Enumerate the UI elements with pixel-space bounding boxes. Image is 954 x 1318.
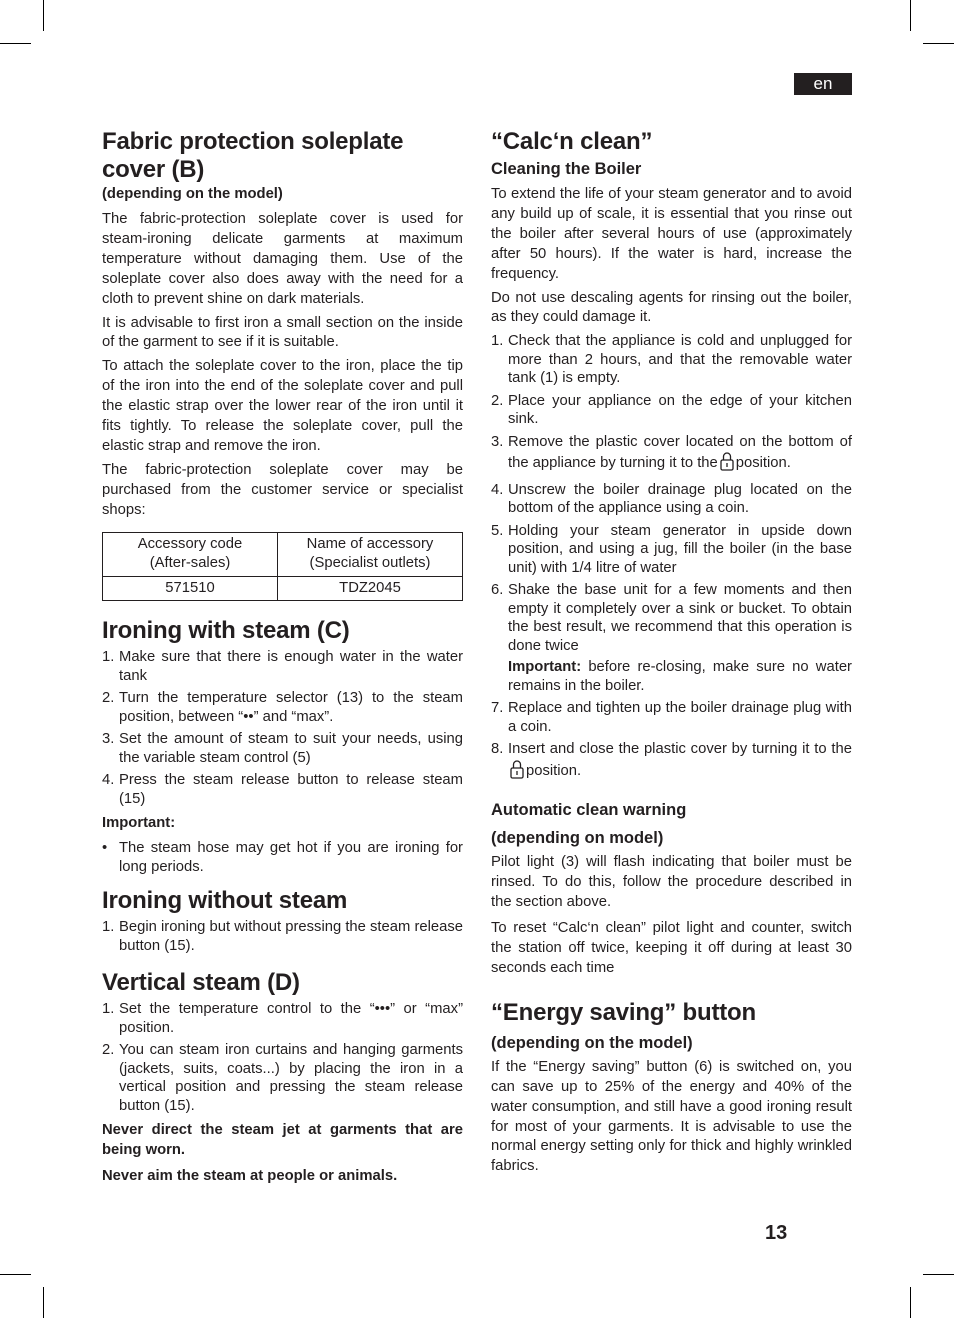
list-item bbox=[102, 730, 463, 767]
list-item bbox=[102, 771, 463, 808]
header-text: Name of accessory bbox=[306, 535, 434, 552]
paragraph: To extend the life of your steam generator and to avoid any build up of scale, it is essential that you rinse out the boiler after several hours of use (approximately after 50 hours). If the water is hard, increase the frequency. bbox=[491, 186, 852, 282]
list-number: 2. bbox=[491, 392, 504, 409]
list-item bbox=[491, 740, 852, 784]
list-item bbox=[102, 839, 463, 876]
list-number: 3. bbox=[102, 731, 115, 748]
list-number: 8. bbox=[491, 741, 504, 758]
paragraph: The fabric-protection soleplate cover may be purchased from the customer service or specialist shops: bbox=[102, 461, 463, 518]
right-column bbox=[491, 128, 852, 1177]
list-number: 1. bbox=[102, 649, 115, 666]
list-number: 1. bbox=[102, 919, 115, 936]
list-number: 5. bbox=[491, 522, 504, 539]
list-text: Replace and tighten up the boiler drainage plug with a coin. bbox=[508, 700, 852, 735]
language-tab: en bbox=[794, 73, 852, 95]
list-item bbox=[491, 522, 852, 578]
section-title-steam: Ironing with steam (C) bbox=[102, 617, 350, 645]
left-column bbox=[102, 128, 463, 1187]
lock-icon bbox=[510, 759, 524, 785]
list-item bbox=[491, 392, 852, 429]
warning-text: Never direct the steam jet at garments that are being worn. bbox=[102, 1122, 463, 1158]
list-text: The steam hose may get hot if you are ironing for long periods. bbox=[119, 840, 463, 875]
steam-steps bbox=[102, 648, 463, 808]
list-text: Press the steam release button to release steam (15) bbox=[119, 772, 463, 807]
list-text: Set the amount of steam to suit your needs, using the variable steam control (5) bbox=[119, 731, 463, 766]
section-title-calc: “Calc‘n clean” bbox=[491, 128, 653, 155]
crop-mark bbox=[910, 0, 911, 31]
list-item bbox=[102, 689, 463, 726]
lock-icon bbox=[720, 451, 734, 477]
paragraph: The fabric-protection soleplate cover is used for steam-ironing delicate garments at maximum temperature without damaging them. Use of the soleplate cover also does away with the need for a cloth to prevent shine on dark materials. bbox=[102, 211, 463, 307]
list-number: 1. bbox=[102, 1001, 115, 1018]
list-item bbox=[491, 481, 852, 518]
bullet-list bbox=[102, 839, 463, 876]
list-item bbox=[102, 1000, 463, 1037]
list-number: 7. bbox=[491, 700, 504, 717]
accessory-table bbox=[102, 532, 463, 602]
list-item bbox=[102, 918, 463, 955]
crop-mark bbox=[0, 43, 31, 44]
table-cell-code: 571510 bbox=[103, 576, 278, 601]
list-text: You can steam iron curtains and hanging garments (jackets, suits, coats...) by placing the iron in a vertical position and pressing the steam release button (15). bbox=[119, 1042, 463, 1114]
list-text: Turn the temperature selector (13) to the steam position, between “••” and “max”. bbox=[119, 690, 463, 725]
page-number: 13 bbox=[765, 1222, 788, 1244]
paragraph: Pilot light (3) will flash indicating that boiler must be rinsed. To do this, follow the procedure described in the section above. bbox=[491, 854, 852, 911]
paragraph: To reset “Calc‘n clean” pilot light and counter, switch the station off twice, keeping it off during at least 30 seconds each time bbox=[491, 920, 852, 976]
header-text: (Specialist outlets) bbox=[309, 555, 431, 572]
important-label: Important: bbox=[102, 815, 176, 832]
section-title-without-steam: Ironing without steam bbox=[102, 887, 348, 915]
list-number: 2. bbox=[102, 690, 115, 707]
list-number: 4. bbox=[491, 481, 504, 498]
list-item bbox=[491, 581, 852, 695]
section-subtitle: (depending on the model) bbox=[102, 186, 283, 202]
crop-mark bbox=[0, 1274, 31, 1275]
list-number: 6. bbox=[491, 582, 504, 599]
header-text: (After-sales) bbox=[149, 555, 231, 572]
warning-text: Never aim the steam at people or animals. bbox=[102, 1167, 398, 1184]
crop-mark bbox=[43, 0, 44, 31]
list-text: Remove the plastic cover located on the bottom of the appliance by turning it to the bbox=[508, 433, 852, 472]
list-text: Set the temperature control to the “•••” or “max” position. bbox=[119, 1001, 463, 1036]
list-number: 2. bbox=[102, 1042, 115, 1059]
important-note bbox=[508, 658, 852, 695]
list-number: 3. bbox=[491, 433, 504, 450]
section-subtitle: Cleaning the Boiler bbox=[491, 160, 642, 178]
paragraph: Do not use descaling agents for rinsing out the boiler, as they could damage it. bbox=[491, 289, 852, 326]
paragraph: It is advisable to first iron a small section on the inside of the garment to see if it is suitable. bbox=[102, 314, 463, 351]
list-number: 1. bbox=[491, 333, 504, 350]
table-row bbox=[103, 576, 463, 601]
crop-mark bbox=[43, 1287, 44, 1318]
list-item bbox=[491, 699, 852, 736]
section-title-vertical: Vertical steam (D) bbox=[102, 969, 300, 997]
list-text: Shake the base unit for a few moments and then empty it completely over a sink or bucket. To obtain the best result, we recommend that this operation is done twice bbox=[508, 582, 852, 654]
crop-mark bbox=[910, 1287, 911, 1318]
list-text: Unscrew the boiler drainage plug located on the bottom of the appliance using a coin. bbox=[508, 481, 852, 517]
nosteam-steps bbox=[102, 918, 463, 955]
list-text: Begin ironing but without pressing the steam release button (15). bbox=[119, 919, 463, 954]
section-title-energy: “Energy saving” button bbox=[491, 998, 756, 1026]
list-text: Place your appliance on the edge of your kitchen sink. bbox=[508, 392, 852, 428]
list-item bbox=[102, 648, 463, 685]
bullet-icon: • bbox=[102, 840, 108, 857]
list-text: Holding your steam generator in upside down position, and using a jug, fill the boiler (in the base unit) with 1/4 litre of water bbox=[508, 522, 852, 576]
paragraph: If the “Energy saving” button (6) is switched on, you can save up to 25% of the energy and 40% of the water consumption, and still have a good ironing result for most of your garments. It is advisable to use the normal energy setting only for thick and highly wrinkled fabrics. bbox=[491, 1058, 852, 1175]
table-header-cell bbox=[103, 532, 278, 576]
list-text: position. bbox=[735, 455, 791, 472]
important-label: Important: bbox=[508, 659, 582, 676]
list-text: position. bbox=[526, 762, 582, 779]
list-item bbox=[491, 433, 852, 477]
list-item bbox=[491, 332, 852, 388]
important-text: before re-closing, make sure no water remains in the boiler. bbox=[508, 659, 852, 694]
table-cell-name: TDZ2045 bbox=[278, 576, 463, 601]
section-title-warning: Automatic clean warning bbox=[491, 801, 687, 820]
crop-mark bbox=[923, 1274, 954, 1275]
crop-mark bbox=[923, 43, 954, 44]
table-header-row bbox=[103, 532, 463, 576]
list-number: 4. bbox=[102, 772, 115, 789]
list-text: Make sure that there is enough water in the water tank bbox=[119, 649, 463, 684]
list-text: Check that the appliance is cold and unplugged for more than 2 hours, and that the removable water tank (1) is empty. bbox=[508, 333, 852, 387]
list-item bbox=[102, 1041, 463, 1115]
paragraph: To attach the soleplate cover to the iron, place the tip of the iron into the end of the soleplate cover and pull the elastic strap over the lower rear of the iron until it fits tightly. To release the soleplate cover, pull the elastic strap and remove the iron. bbox=[102, 358, 463, 454]
vertical-steps bbox=[102, 1000, 463, 1115]
section-subtitle: (depending on the model) bbox=[491, 1033, 693, 1052]
header-text: Accessory code bbox=[137, 535, 243, 552]
section-title-fabric: Fabric protection soleplate cover (B) bbox=[102, 128, 404, 183]
table-header-cell bbox=[278, 532, 463, 576]
list-text: Insert and close the plastic cover by turning it to the bbox=[508, 741, 852, 758]
calc-steps bbox=[491, 332, 852, 784]
section-subtitle: (depending on model) bbox=[491, 829, 664, 848]
